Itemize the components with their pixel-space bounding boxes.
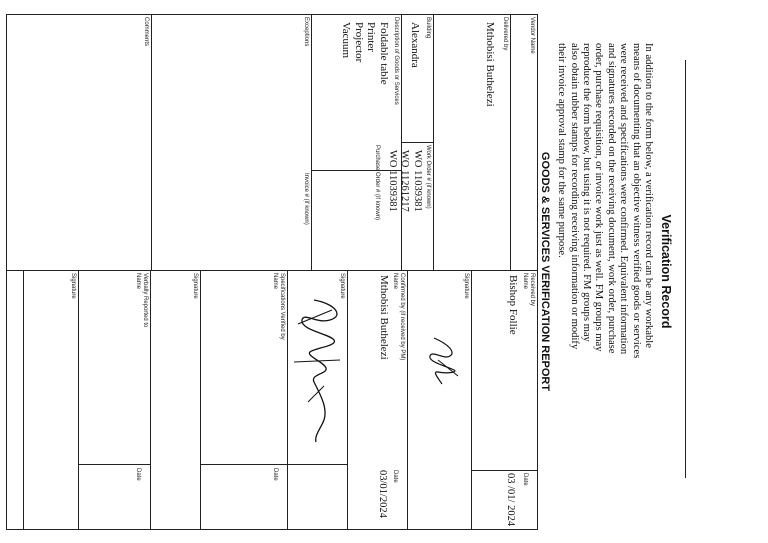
- work-order-entry: WO 11039381: [412, 150, 423, 212]
- date1-label: Date: [522, 473, 528, 486]
- description-item: Printer: [365, 22, 378, 52]
- comments-label: Comments: [143, 17, 149, 47]
- confirmed-by-label: Confirmed by (if received by PM): [399, 273, 405, 361]
- exceptions-label: Exceptions: [303, 17, 309, 47]
- description-label: Description of Goods or Services: [393, 17, 399, 105]
- work-order-entry: WO 11039381: [387, 150, 398, 212]
- work-order-values[interactable]: [386, 150, 424, 212]
- building-label: Building: [425, 17, 431, 39]
- received-by-value[interactable]: Bishop Follie: [507, 275, 519, 335]
- invoice-label: Invoice # (if known): [303, 173, 309, 225]
- description-item: Foldable table: [378, 22, 390, 85]
- intro-line: their invoice approval stamp for the same purpose.: [556, 43, 568, 258]
- report-title: GOODS & SERVICES VERIFICATION REPORT: [539, 151, 551, 392]
- intro-line: means of documenting that an objective witness verified goods or services: [630, 43, 642, 359]
- work-order-label: Work Order # (if known): [425, 145, 431, 209]
- intro-line: reproduce the form below, but using it is not required. FM groups may: [580, 43, 592, 342]
- confirmed-by-name-label: Name: [392, 273, 398, 290]
- signature2-label: Signature: [339, 273, 345, 299]
- verbally-reported-name-label: Name: [135, 273, 141, 290]
- intro-line: and signatures recorded on the receiving document, work order, purchase: [605, 43, 617, 354]
- building-value[interactable]: Alexandra: [409, 22, 421, 68]
- intro-line: In addition to the form below, a verification record can be any workable: [643, 43, 654, 348]
- date2-label: Date: [392, 470, 398, 483]
- description-items[interactable]: [340, 22, 390, 85]
- description-item: Projector: [353, 22, 365, 63]
- work-order-entry: WO 11261217: [399, 150, 411, 212]
- received-by-label: Received by: [529, 273, 535, 307]
- date1-value[interactable]: 03 /01/ 2024: [505, 473, 516, 527]
- received-by-name-label: Name: [522, 273, 528, 290]
- signature1-label: Signature: [463, 273, 469, 299]
- signature1-mark[interactable]: [412, 330, 468, 400]
- verbally-reported-label: Verbally Reported to: [142, 273, 148, 328]
- signature2-mark[interactable]: [284, 290, 354, 450]
- date2-value[interactable]: 03/01/2024: [377, 470, 388, 518]
- intro-paragraph: [555, 43, 654, 513]
- description-item: Vacuum: [340, 22, 353, 59]
- confirmed-by-value[interactable]: Mthobisi Buthelezi: [378, 275, 390, 360]
- signature3-label: Signature: [192, 273, 198, 299]
- signature4-label: Signature: [70, 273, 76, 299]
- date4-label: Date: [135, 468, 141, 481]
- vendor-name-label: Vendor Name: [529, 17, 535, 54]
- delivered-by-label: Delivered by: [502, 17, 508, 51]
- intro-line: were received and specifications were confirmed. Equivalent information: [618, 43, 630, 355]
- delivered-by-value[interactable]: Mthobisi Buthelezi: [484, 22, 496, 107]
- date3-label: Date: [272, 468, 278, 481]
- intro-line: also obtain rubber stamps for recording receiving information or modify: [568, 43, 580, 350]
- header-rule: [685, 60, 686, 478]
- record-title: Verification Record: [659, 214, 673, 329]
- purchase-order-label: Purchase Order # (if known): [374, 145, 380, 221]
- spec-verified-label: Specifications Verified by: [279, 273, 285, 340]
- intro-line: order, purchase requisition, or invoice work just as well. FM groups may: [593, 43, 605, 352]
- spec-verified-name-label: Name: [272, 273, 278, 290]
